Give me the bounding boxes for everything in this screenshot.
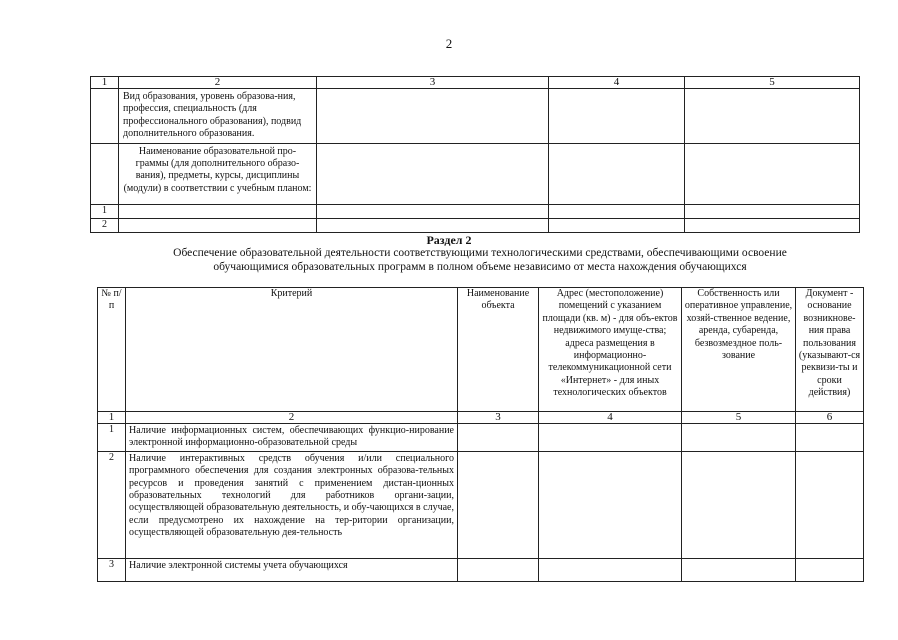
table-row (91, 89, 860, 144)
education-kind-label: Вид образования, уровень образова-ния, профессия, специальность (для профессионального образования), подвид дополнительного образования. (119, 89, 317, 144)
table-row (98, 424, 864, 452)
criterion-text: Наличие электронной системы учета обучающихся (126, 558, 458, 581)
row-number: 2 (98, 451, 126, 558)
col-number-cell: 5 (685, 77, 860, 89)
section-subtitle: Обеспечение образовательной деятельности соответствующими технологическими средствами, обеспечивающими освоение обучающимися образовательных программ в полном объеме независимо от места нахождения обучающихся (173, 247, 787, 273)
section-title: Раздел 2 (426, 233, 472, 247)
col-number-cell: 1 (91, 77, 119, 89)
header-address: Адрес (местоположение) помещений с указанием площади (кв. м) - для объ-ектов недвижимого имуще-ства; адреса размещения в информационно-телекоммуникационной сети «Интернет» - для иных технологических объектов (539, 288, 682, 412)
page-number: 2 (445, 36, 453, 51)
program-table (90, 76, 860, 233)
table-row (91, 143, 860, 204)
col-number-cell: 4 (539, 412, 682, 424)
table-row (98, 558, 864, 581)
row-number: 1 (91, 204, 119, 218)
col-number-cell: 4 (549, 77, 685, 89)
col-number-cell: 3 (458, 412, 539, 424)
col-number-cell: 2 (126, 412, 458, 424)
criterion-text: Наличие интерактивных средств обучения и/или специального программного обеспечения для создания электронных образова-тельных ресурсов и проведения занятий с применением дистан-ционных образовательных технологий для работников органи-зации, осуществляющей образовательную деятельность, и обу-чающихся в случае, если предусмотрено их нахождение на тер-ритории организации, осуществляющей образовательную дея-тельность (126, 451, 458, 558)
col-number-cell: 5 (682, 412, 796, 424)
table-row (98, 451, 864, 558)
table-header-row (98, 288, 864, 412)
header-criterion: Критерий (126, 288, 458, 412)
row-number: 1 (98, 424, 126, 452)
col-number-row (98, 412, 864, 424)
header-num: № п/п (98, 288, 126, 412)
table-row (91, 204, 860, 218)
header-object-name: Наименование объекта (458, 288, 539, 412)
header-document: Документ - основание возникнове-ния права пользования (указывают-ся реквизи-ты и сроки действия) (796, 288, 864, 412)
row-number: 3 (98, 558, 126, 581)
criteria-table (97, 287, 864, 582)
table-row (91, 218, 860, 232)
program-name-label: Наименование образовательной про-граммы (для дополнительного образо-вания), предметы, курсы, дисциплины (модули) в соответствии с учебным планом: (119, 143, 317, 204)
col-number-cell: 1 (98, 412, 126, 424)
row-number: 2 (91, 218, 119, 232)
table-header-row (91, 77, 860, 89)
col-number-cell: 6 (796, 412, 864, 424)
col-number-cell: 3 (317, 77, 549, 89)
col-number-cell: 2 (119, 77, 317, 89)
criterion-text: Наличие информационных систем, обеспечивающих функцио-нирование электронной информационно-образовательной среды (126, 424, 458, 452)
header-ownership: Собственность или оперативное управление, хозяй-ственное ведение, аренда, субаренда, безвозмездное поль-зование (682, 288, 796, 412)
